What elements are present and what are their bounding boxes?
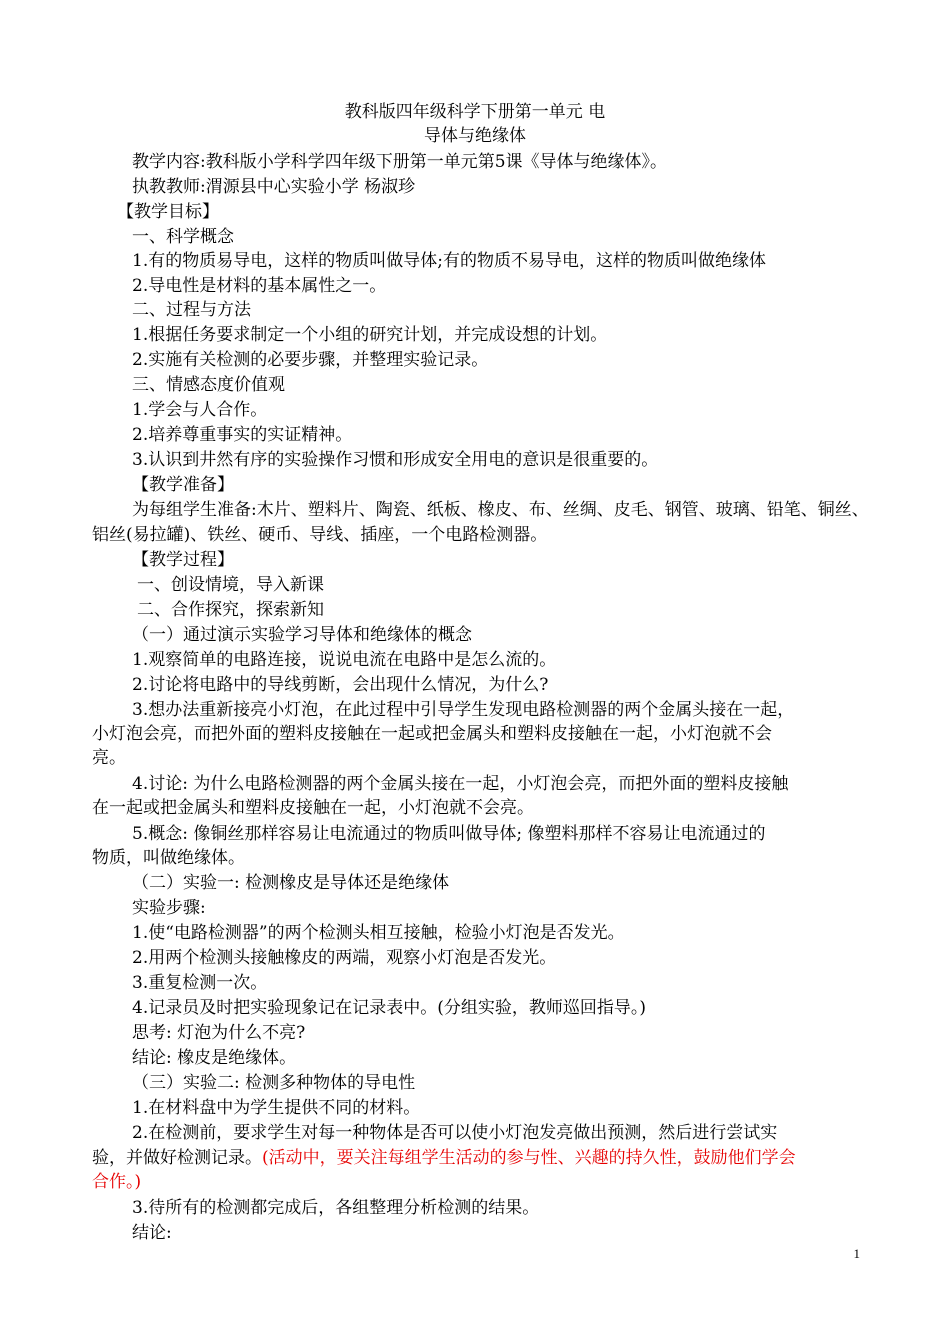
prep-materials-line-2: 铝丝(易拉罐)、铁丝、硬币、导线、插座，一个电路检测器。 <box>92 525 548 545</box>
process-heading: 【教学过程】 <box>132 550 234 570</box>
goals-section-1-item-1: 1.有的物质易导电，这样的物质叫做导体;有的物质不易导电，这样的物质叫做绝缘体 <box>132 251 766 271</box>
goals-section-2-item-2: 2.实施有关检测的必要步骤，并整理实验记录。 <box>132 350 489 370</box>
part-2-title: （二）实验一: 检测橡皮是导体还是绝缘体 <box>132 873 450 893</box>
part-3-item-2-line-1: 2.在检测前，要求学生对每一种物体是否可以使小灯泡发亮做出预测，然后进行尝试实 <box>132 1123 778 1143</box>
goals-heading: 【教学目标】 <box>117 202 219 222</box>
part-2-step-2: 2.用两个检测头接触橡皮的两端，观察小灯泡是否发光。 <box>132 948 557 968</box>
goals-section-1-title: 一、科学概念 <box>132 227 234 247</box>
part-2-step-1: 1.使“电路检测器”的两个检测头相互接触，检验小灯泡是否发光。 <box>132 923 625 943</box>
part-2-think: 思考: 灯泡为什么不亮? <box>132 1023 306 1043</box>
lesson-title: 导体与绝缘体 <box>424 126 526 146</box>
part-1-item-3-line-1: 3.想办法重新接亮小灯泡，在此过程中引导学生发现电路检测器的两个金属头接在一起， <box>132 700 795 720</box>
part-2-conclusion: 结论: 橡皮是绝缘体。 <box>132 1048 297 1068</box>
goals-section-2-item-1: 1.根据任务要求制定一个小组的研究计划，并完成设想的计划。 <box>132 325 608 345</box>
part-1-item-3-line-2: 小灯泡会亮，而把外面的塑料皮接触在一起或把金属头和塑料皮接触在一起，小灯泡就不会 <box>92 724 772 744</box>
goals-section-2-title: 二、过程与方法 <box>132 300 251 320</box>
teacher-note-highlight: (活动中，要关注每组学生活动的参与性、兴趣的持久性，鼓励他们学会 <box>262 1148 796 1168</box>
part-2-step-4: 4.记录员及时把实验现象记在记录表中。(分组实验，教师巡回指导。) <box>132 998 646 1018</box>
lesson-content: 教学内容:教科版小学科学四年级下册第一单元第5课《导体与绝缘体》。 <box>132 152 668 172</box>
part-2-step-3: 3.重复检测一次。 <box>132 973 268 993</box>
prep-heading: 【教学准备】 <box>132 475 234 495</box>
part-3-item-3: 3.待所有的检测都完成后，各组整理分析检测的结果。 <box>132 1198 540 1218</box>
page-number: 1 <box>853 1246 860 1261</box>
part-1-title: （一）通过演示实验学习导体和绝缘体的概念 <box>132 625 472 645</box>
part-3-conclusion: 结论: <box>132 1223 172 1243</box>
goals-section-3-item-1: 1.学会与人合作。 <box>132 400 268 420</box>
teacher-note-highlight-continued: 合作。) <box>92 1172 142 1192</box>
part-3-title: （三）实验二: 检测多种物体的导电性 <box>132 1073 416 1093</box>
part-1-item-5-line-1: 5.概念: 像铜丝那样容易让电流通过的物质叫做导体; 像塑料那样不容易让电流通过的 <box>132 824 766 844</box>
process-step-1: 一、创设情境，导入新课 <box>137 575 324 595</box>
part-3-item-2-line-2 <box>92 1146 872 1170</box>
goals-section-3-item-2: 2.培养尊重事实的实证精神。 <box>132 425 353 445</box>
document-title: 教科版四年级科学下册第一单元 电 <box>344 102 606 122</box>
goals-section-1-item-2: 2.导电性是材料的基本属性之一。 <box>132 276 387 296</box>
part-1-item-3-line-3: 亮。 <box>92 748 126 768</box>
part-1-item-4-line-1: 4.讨论: 为什么电路检测器的两个金属头接在一起，小灯泡会亮，而把外面的塑料皮接触 <box>132 774 789 794</box>
part-1-item-2: 2.讨论将电路中的导线剪断，会出现什么情况，为什么? <box>132 675 549 695</box>
goals-section-3-title: 三、情感态度价值观 <box>132 375 285 395</box>
teacher-info: 执教教师:渭源县中心实验小学 杨淑珍 <box>132 177 416 197</box>
part-3-item-2-text: 验，并做好检测记录。 <box>92 1148 262 1168</box>
part-3-item-1: 1.在材料盘中为学生提供不同的材料。 <box>132 1098 421 1118</box>
part-1-item-4-line-2: 在一起或把金属头和塑料皮接触在一起，小灯泡就不会亮。 <box>92 798 534 818</box>
goals-section-3-item-3: 3.认识到井然有序的实验操作习惯和形成安全用电的意识是很重要的。 <box>132 450 659 470</box>
part-1-item-5-line-2: 物质，叫做绝缘体。 <box>92 848 245 868</box>
prep-materials-line-1: 为每组学生准备:木片、塑料片、陶瓷、纸板、橡皮、布、丝绸、皮毛、钢管、玻璃、铅笔、铜丝、 <box>132 500 869 520</box>
part-1-item-1: 1.观察简单的电路连接，说说电流在电路中是怎么流的。 <box>132 650 557 670</box>
part-2-steps-label: 实验步骤: <box>132 898 206 918</box>
process-step-2: 二、合作探究，探索新知 <box>137 600 324 620</box>
